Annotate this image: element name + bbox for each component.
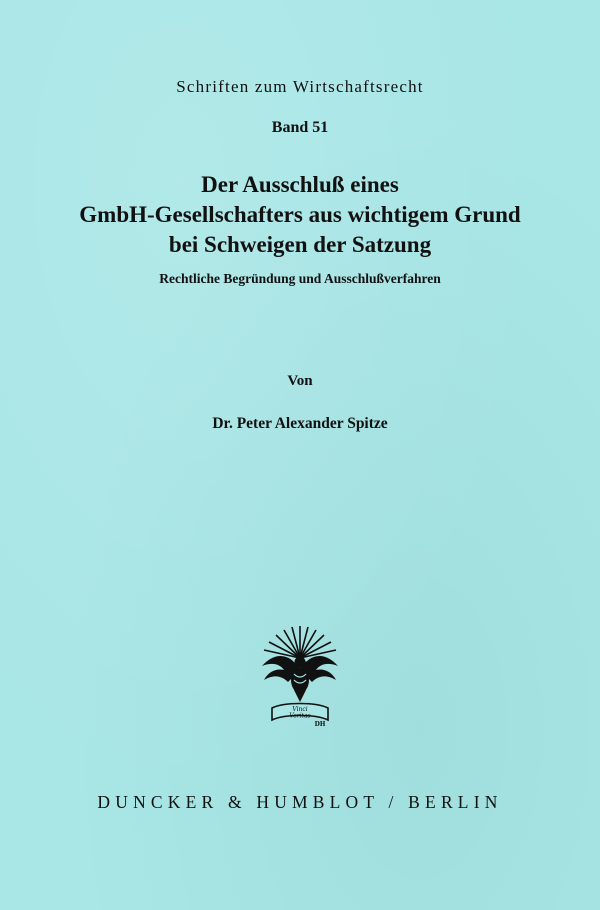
volume-number: Band 51 bbox=[271, 119, 329, 136]
title-line-2: GmbH-Gesellschafters aus wichtigem Grund bbox=[79, 202, 521, 227]
logo-motto-1: Vinci bbox=[292, 706, 308, 713]
logo-motto-2: Veritas bbox=[289, 712, 311, 720]
publisher-imprint: DUNCKER & HUMBLOT / BERLIN bbox=[97, 792, 503, 812]
title-line-3: bei Schweigen der Satzung bbox=[168, 232, 432, 257]
author-name: Dr. Peter Alexander Spitze bbox=[212, 415, 388, 432]
series-title: Schriften zum Wirtschaftsrecht bbox=[176, 77, 424, 96]
logo-monogram: DH bbox=[314, 721, 326, 728]
title-line-1: Der Ausschluß eines bbox=[201, 172, 399, 197]
by-label: Von bbox=[287, 373, 313, 389]
eagle-emblem-icon bbox=[254, 622, 346, 728]
subtitle: Rechtliche Begründung und Ausschlußverfahren bbox=[159, 271, 441, 286]
